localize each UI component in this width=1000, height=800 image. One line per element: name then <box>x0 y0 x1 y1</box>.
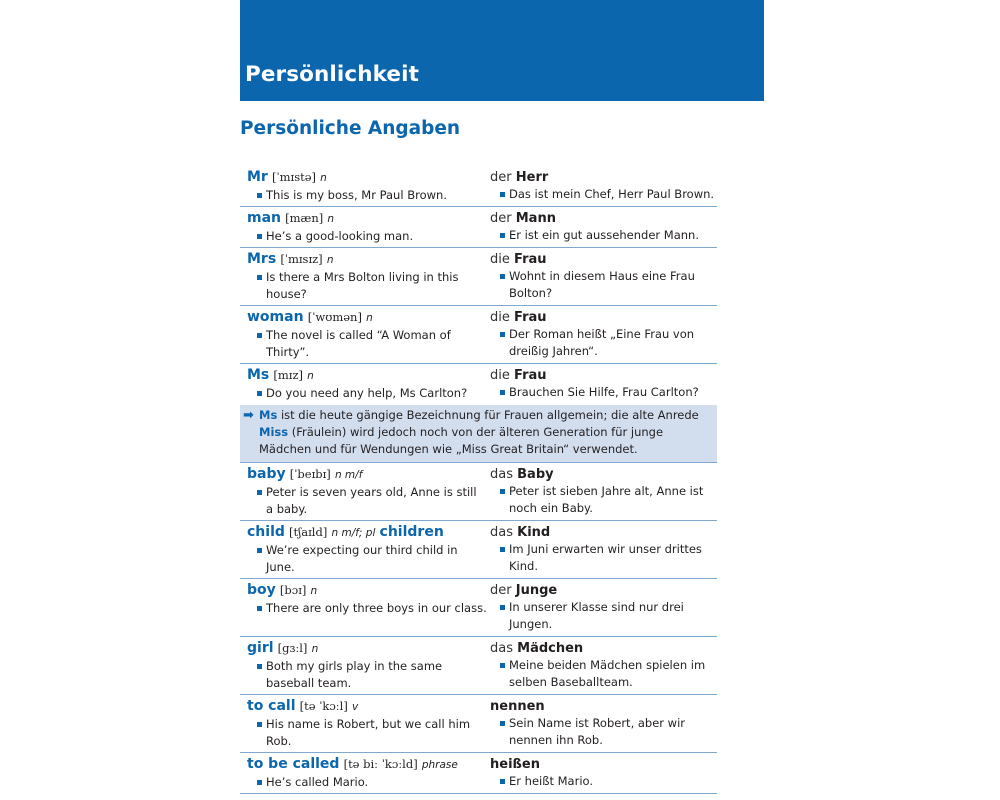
bullet-icon <box>257 391 262 396</box>
german-word: heißen <box>490 757 540 772</box>
headword: to be called <box>247 756 340 772</box>
article: das <box>490 641 513 656</box>
english-example: Is there a Mrs Bolton living in this house? <box>247 269 487 303</box>
vocab-entry <box>240 306 717 364</box>
english-example: We’re expecting our third child in June. <box>247 542 487 576</box>
note-keyword: Miss <box>259 425 289 439</box>
headword: man <box>247 210 282 226</box>
german-column <box>490 367 720 401</box>
german-word: Junge <box>515 583 558 598</box>
german-word: Kind <box>517 525 551 540</box>
english-column <box>247 210 487 245</box>
german-example: Meine beiden Mädchen spielen im selben Baseballteam. <box>490 657 720 691</box>
bullet-icon <box>500 547 505 552</box>
bullet-icon <box>257 193 262 198</box>
english-example: The novel is called “A Woman of Thirty”. <box>247 327 487 361</box>
pronunciation: [tʃaɪld] <box>289 525 328 539</box>
english-column <box>247 169 487 204</box>
pronunciation: [tə ˈkɔːl] <box>299 699 348 713</box>
german-column <box>490 210 720 244</box>
part-of-speech: n <box>327 213 335 225</box>
part-of-speech: n <box>311 643 319 655</box>
english-example: This is my boss, Mr Paul Brown. <box>247 187 487 204</box>
german-column <box>490 466 720 517</box>
pronunciation: [gɜːl] <box>277 641 308 655</box>
german-word: Frau <box>514 368 547 383</box>
pronunciation: [ˈwʊmən] <box>307 310 362 324</box>
english-example: He’s called Mario. <box>247 774 487 791</box>
vocabulary-page <box>240 0 764 800</box>
part-of-speech: n <box>310 585 318 597</box>
headword: woman <box>247 309 304 325</box>
english-example: He’s a good-looking man. <box>247 228 487 245</box>
english-column <box>247 698 487 750</box>
bullet-icon <box>500 721 505 726</box>
bullet-icon <box>257 333 262 338</box>
vocab-entry <box>240 753 717 794</box>
article: der <box>490 211 512 226</box>
german-column <box>490 756 720 790</box>
arrow-right-icon: ➡ <box>243 408 254 423</box>
english-example: Peter is seven years old, Anne is still a baby. <box>247 484 487 518</box>
vocab-entry <box>240 637 717 695</box>
part-of-speech: n <box>307 370 314 382</box>
bullet-icon <box>257 234 262 239</box>
english-column <box>247 582 487 617</box>
german-column <box>490 582 720 633</box>
bullet-icon <box>257 548 262 553</box>
part-of-speech: n <box>320 172 327 184</box>
pronunciation: [mæn] <box>285 211 324 225</box>
headword: child <box>247 524 285 540</box>
german-word: Baby <box>517 467 554 482</box>
german-example: Er ist ein gut aussehender Mann. <box>490 227 720 244</box>
vocab-entry <box>240 695 717 753</box>
article: die <box>490 368 510 383</box>
headword: Ms <box>247 367 270 383</box>
german-example: Der Roman heißt „Eine Frau von dreißig Jahren“. <box>490 326 720 360</box>
vocab-entry <box>240 364 717 405</box>
bullet-icon <box>257 606 262 611</box>
pronunciation: [ˈmɪstə] <box>271 170 317 184</box>
german-example: In unserer Klasse sind nur drei Jungen. <box>490 599 720 633</box>
bullet-icon <box>257 780 262 785</box>
german-example: Brauchen Sie Hilfe, Frau Carlton? <box>490 384 720 401</box>
bullet-icon <box>500 605 505 610</box>
german-word: Mädchen <box>517 641 584 656</box>
pronunciation: [tə biː ˈkɔːld] <box>343 757 418 771</box>
headword: boy <box>247 582 276 598</box>
german-example: Im Juni erwarten wir unser drittes Kind. <box>490 541 720 575</box>
german-example: Peter ist sieben Jahre alt, Anne ist noch ein Baby. <box>490 483 720 517</box>
article: das <box>490 467 513 482</box>
bullet-icon <box>500 332 505 337</box>
bullet-icon <box>500 489 505 494</box>
pronunciation: [ˈmɪsɪz] <box>280 252 323 266</box>
bullet-icon <box>500 274 505 279</box>
german-word: Mann <box>515 211 556 226</box>
german-example: Sein Name ist Robert, aber wir nennen ihn Rob. <box>490 715 720 749</box>
bullet-icon <box>500 663 505 668</box>
bullet-icon <box>257 664 262 669</box>
section-title: Persönliche Angaben <box>240 118 461 139</box>
german-column <box>490 169 720 203</box>
german-word: Herr <box>515 170 549 185</box>
chapter-title: Persönlichkeit <box>245 62 419 87</box>
plural-form: children <box>379 524 444 540</box>
vocab-entry <box>240 463 717 521</box>
part-of-speech: n <box>326 254 334 266</box>
english-column <box>247 524 487 576</box>
headword: Mrs <box>247 251 277 267</box>
note-text: ist die heute gängige Bezeichnung für Frauen allgemein; die alte Anrede <box>277 408 699 422</box>
headword: to call <box>247 698 296 714</box>
article: das <box>490 525 513 540</box>
english-example: His name is Robert, but we call him Rob. <box>247 716 487 750</box>
chapter-banner <box>240 0 764 101</box>
english-example: There are only three boys in our class. <box>247 600 487 617</box>
english-column <box>247 466 487 518</box>
bullet-icon <box>500 192 505 197</box>
german-column <box>490 640 720 691</box>
part-of-speech: n <box>366 312 373 324</box>
vocab-entry <box>240 521 717 579</box>
vocab-entry <box>240 248 717 306</box>
usage-note <box>240 405 717 463</box>
english-column <box>247 640 487 692</box>
german-example: Er heißt Mario. <box>490 773 720 790</box>
german-column <box>490 251 720 302</box>
article: die <box>490 310 510 325</box>
bullet-icon <box>257 275 262 280</box>
english-column <box>247 251 487 303</box>
part-of-speech: phrase <box>421 759 458 771</box>
vocab-entry <box>240 579 717 637</box>
english-column <box>247 367 487 402</box>
article: der <box>490 583 512 598</box>
article: der <box>490 170 512 185</box>
part-of-speech: v <box>352 701 359 713</box>
german-example: Das ist mein Chef, Herr Paul Brown. <box>490 186 720 203</box>
bullet-icon <box>500 390 505 395</box>
german-word: Frau <box>514 252 547 267</box>
pronunciation: [bɔɪ] <box>279 583 307 597</box>
vocab-entry <box>240 207 717 248</box>
note-text: (Fräulein) wird jedoch noch von der älteren Generation für junge Mädchen und für Wendungen wie „Miss Great Britain“ verwendet. <box>259 425 664 456</box>
english-example: Both my girls play in the same baseball team. <box>247 658 487 692</box>
bullet-icon <box>257 490 262 495</box>
bullet-icon <box>500 233 505 238</box>
headword: baby <box>247 466 286 482</box>
bullet-icon <box>500 779 505 784</box>
english-column <box>247 309 487 361</box>
article: die <box>490 252 510 267</box>
german-column <box>490 309 720 360</box>
pronunciation: [mɪz] <box>273 368 304 382</box>
german-word: Frau <box>514 310 547 325</box>
english-column <box>247 756 487 791</box>
vocabulary-list <box>240 166 717 794</box>
pronunciation: [ˈbeɪbɪ] <box>289 467 331 481</box>
german-example: Wohnt in diesem Haus eine Frau Bolton? <box>490 268 720 302</box>
note-keyword: Ms <box>259 408 278 422</box>
headword: girl <box>247 640 274 656</box>
german-word: nennen <box>490 699 545 714</box>
vocab-entry <box>240 166 717 207</box>
english-example: Do you need any help, Ms Carlton? <box>247 385 487 402</box>
german-column <box>490 698 720 749</box>
german-column <box>490 524 720 575</box>
part-of-speech: n m/f <box>334 469 363 481</box>
part-of-speech: n m/f; pl <box>331 527 376 539</box>
bullet-icon <box>257 722 262 727</box>
headword: Mr <box>247 169 268 185</box>
